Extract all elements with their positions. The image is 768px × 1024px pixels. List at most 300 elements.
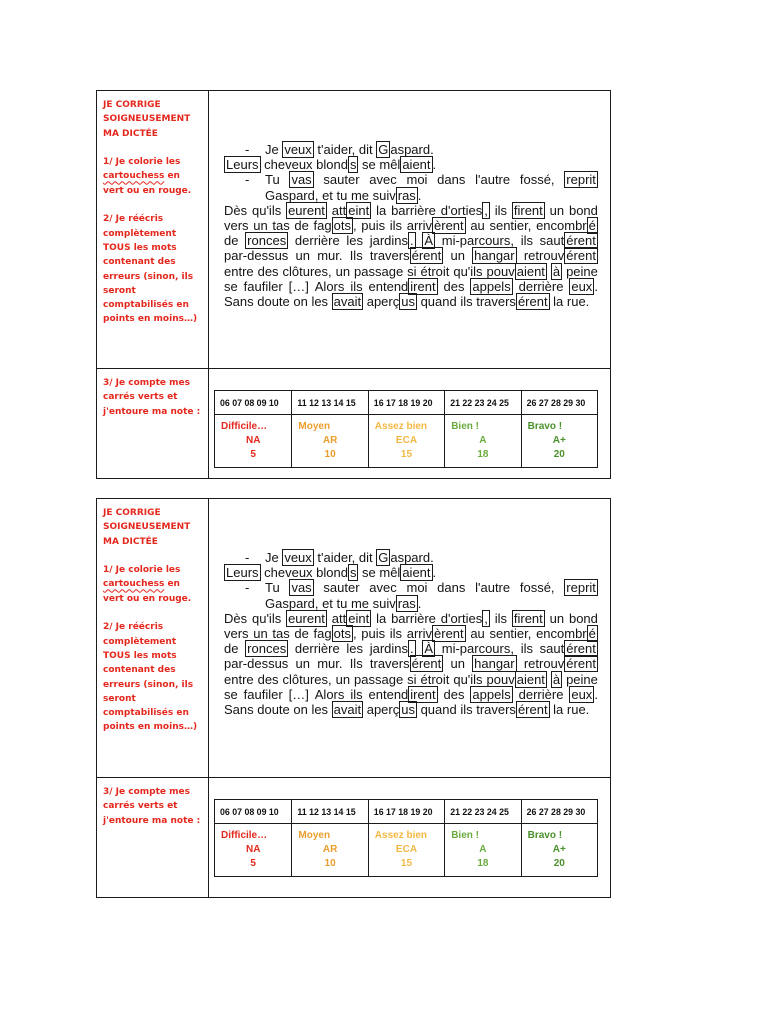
grade-score: 10 xyxy=(324,858,336,869)
grade-cell xyxy=(445,415,520,467)
dictation-word xyxy=(369,279,438,294)
dictation-word xyxy=(564,580,598,595)
dictation-line xyxy=(224,279,598,294)
dictation-word: passage xyxy=(354,671,404,687)
instruction-line: 3/ Je compte mes xyxy=(103,787,190,797)
dictation-line xyxy=(224,626,598,641)
dictation-word xyxy=(540,641,598,656)
count-cell xyxy=(97,778,209,897)
dictation-word: un xyxy=(253,217,268,233)
grade-cell xyxy=(292,415,367,467)
instruction-text: en xyxy=(164,171,180,182)
dictation-line xyxy=(224,218,598,233)
dictation-word: Alors xyxy=(314,686,345,702)
dictation-word: ils xyxy=(520,641,533,657)
dictation-word: […] xyxy=(288,686,309,702)
dictation-cell xyxy=(209,499,610,778)
instruction-line: seront xyxy=(103,285,136,296)
dictation-line xyxy=(224,264,598,279)
dictation-word: ils xyxy=(389,625,403,641)
dictation-word: dans xyxy=(437,172,466,188)
dictation-word: tas xyxy=(272,625,290,641)
grade-column xyxy=(291,391,367,467)
dictation-word: des xyxy=(443,686,465,702)
dictation-word xyxy=(376,550,434,565)
dictation-word: puis xyxy=(361,217,386,233)
error-box: aient xyxy=(402,157,431,173)
dictation-word xyxy=(470,279,512,294)
grade-cell xyxy=(445,824,520,876)
dictation-word: dit xyxy=(358,550,373,565)
dictation-word: au xyxy=(470,217,485,233)
error-box: À xyxy=(424,641,434,657)
dictation-word: dans xyxy=(437,580,466,596)
dictation-words xyxy=(224,702,589,717)
word-fragment: mêl xyxy=(379,157,401,173)
dictation-word: sauter xyxy=(323,580,360,596)
word-fragment: retrouv xyxy=(523,656,565,672)
score-range: 11 12 13 14 15 xyxy=(292,800,367,824)
grade-column xyxy=(521,391,597,467)
dictation-line xyxy=(224,641,598,656)
dictation-words xyxy=(224,626,598,641)
dictation-word: se xyxy=(362,565,376,581)
dictation-word: qu'ils xyxy=(453,671,483,687)
error-box: avait xyxy=(333,293,362,309)
grade-code: AR xyxy=(322,435,338,446)
dictation-word: faufiler xyxy=(243,278,283,294)
grade-cell xyxy=(292,824,367,876)
dictation-word xyxy=(487,672,547,687)
dictation-word: si xyxy=(407,263,417,279)
dictation-word: la xyxy=(376,202,387,218)
corrected-dictation-text xyxy=(224,142,598,309)
dictation-word xyxy=(282,142,313,157)
score-range: 26 27 28 29 30 xyxy=(522,800,597,824)
dictation-word xyxy=(487,264,547,279)
dictation-word: qu'ils xyxy=(453,263,483,279)
error-box: . xyxy=(410,233,414,249)
dictation-word: de xyxy=(224,641,239,657)
error-box: Leurs xyxy=(226,565,259,581)
dictation-word xyxy=(551,672,562,687)
dictation-word: ils xyxy=(520,233,533,249)
word-fragment: att xyxy=(331,202,347,218)
count-cell xyxy=(97,369,209,478)
error-box: eux xyxy=(571,686,593,702)
word-fragment: encombr xyxy=(536,217,587,233)
word-fragment: . xyxy=(417,595,422,611)
dictation-word: avec xyxy=(369,172,397,188)
dictation-word xyxy=(332,702,363,717)
dictation-words xyxy=(224,218,598,233)
step-2-instruction xyxy=(103,620,205,734)
dictation-word: un xyxy=(450,248,465,264)
dictation-line xyxy=(224,188,598,203)
dictation-word: fossé, xyxy=(519,172,555,188)
dictation-word: des xyxy=(443,278,465,294)
instruction-line: erreurs (sinon, ils xyxy=(103,271,194,282)
dictation-word: […] xyxy=(288,278,309,294)
word-fragment: jardins xyxy=(369,641,409,657)
grade-table xyxy=(214,799,598,877)
step-1-instruction xyxy=(103,563,205,606)
dictation-word: entre xyxy=(224,263,254,279)
dictation-word xyxy=(245,641,288,656)
instruction-line: contenant des xyxy=(103,257,176,268)
dictation-line xyxy=(224,157,598,172)
dictation-word: avec xyxy=(369,580,397,596)
dictation-word xyxy=(332,294,363,309)
word-fragment: arriv xyxy=(406,625,433,641)
dictation-word xyxy=(441,611,490,626)
grade-score: 20 xyxy=(553,449,565,460)
dictation-word: les xyxy=(346,641,364,657)
word-fragment: saut xyxy=(539,641,565,657)
dictation-word: t'aider, xyxy=(317,550,356,565)
misspelled-word: cartouchess xyxy=(103,579,165,590)
grade-score: 10 xyxy=(324,449,336,460)
dictation-line xyxy=(224,687,598,702)
instruction-line: MA DICTÉE xyxy=(103,536,158,547)
dictation-word: les xyxy=(311,701,329,717)
error-box: G xyxy=(378,142,389,157)
dictation-word: qu'ils xyxy=(251,610,282,626)
score-range: 11 12 13 14 15 xyxy=(292,391,367,415)
word-fragment: travers xyxy=(369,248,410,264)
instructions-cell xyxy=(97,499,209,778)
word-fragment: suiv xyxy=(372,187,396,203)
dictation-word xyxy=(524,656,598,671)
dictation-word xyxy=(367,702,417,717)
instruction-line: SOIGNEUSEMENT xyxy=(103,522,191,533)
instruction-line: seront xyxy=(103,693,136,704)
dictation-words xyxy=(224,233,598,248)
grade-cell xyxy=(215,824,291,876)
error-box: firent xyxy=(513,202,543,218)
error-box: ots xyxy=(333,217,351,233)
word-fragment: blond xyxy=(316,565,348,581)
grade-cell xyxy=(369,824,444,876)
error-box: eint xyxy=(348,610,370,626)
instruction-line: MA DICTÉE xyxy=(103,128,158,139)
grade-score: 5 xyxy=(250,449,256,460)
instruction-line: erreurs (sinon, ils xyxy=(103,679,194,690)
dictation-word: peine xyxy=(566,263,598,279)
dictation-word xyxy=(540,233,598,248)
instruction-line: 3/ Je compte mes xyxy=(103,378,190,388)
dictation-word: Tu xyxy=(265,580,280,596)
error-box: érent xyxy=(566,233,596,249)
grade-code: A+ xyxy=(552,844,566,855)
instruction-line: JE CORRIGE xyxy=(103,100,161,110)
step-3-instruction xyxy=(103,376,205,419)
word-fragment: travers xyxy=(476,701,516,717)
dictation-word: tu xyxy=(336,187,348,203)
dictation-words xyxy=(224,279,598,294)
dictation-word: me xyxy=(350,187,370,203)
dictation-cell xyxy=(209,91,610,369)
step-2-instruction xyxy=(103,212,205,326)
dictation-line xyxy=(224,550,598,565)
error-box: eurent xyxy=(288,610,325,626)
instruction-line: comptabilisés en xyxy=(103,300,189,311)
dictation-line xyxy=(224,656,598,671)
dictation-word: me xyxy=(350,595,370,611)
dictation-word xyxy=(314,626,357,641)
word-fragment: blond xyxy=(316,157,348,173)
error-box: hangar xyxy=(474,656,515,672)
error-box: firent xyxy=(513,610,543,626)
error-box: appels xyxy=(472,686,511,702)
dictation-word xyxy=(422,641,435,656)
instruction-text: en xyxy=(164,579,180,590)
grade-score: 15 xyxy=(400,449,413,460)
dictation-word: ils xyxy=(350,278,363,294)
dictation-word: on xyxy=(293,701,308,717)
dictation-words xyxy=(224,565,436,580)
dictation-word: un xyxy=(549,610,565,626)
dictation-word: ils xyxy=(350,686,363,702)
dictation-word: tu xyxy=(336,595,348,611)
dictation-word: moi xyxy=(406,172,428,188)
dictation-word: Sans xyxy=(224,701,254,717)
dictation-word: sentier, xyxy=(489,625,532,641)
dictation-word: si xyxy=(407,671,417,687)
dictation-word xyxy=(370,656,443,671)
grade-label: Bien ! xyxy=(451,830,479,841)
word-fragment: suiv xyxy=(372,595,396,611)
dictation-word: derrière xyxy=(518,686,564,702)
error-box: aient xyxy=(516,671,545,687)
dictation-words xyxy=(224,687,598,702)
score-range: 21 22 23 24 25 xyxy=(445,800,520,824)
instruction-line: complètement xyxy=(103,228,177,239)
grade-code: ECA xyxy=(395,435,418,446)
dictation-word: Sans xyxy=(224,293,254,309)
dictation-word: et xyxy=(322,187,333,203)
dictation-word: par-dessus xyxy=(224,248,289,264)
grade-column xyxy=(215,800,291,876)
dictation-word: peine xyxy=(566,671,598,687)
error-box: irent xyxy=(410,278,436,294)
error-box: veux xyxy=(284,142,312,157)
dictation-line xyxy=(224,596,598,611)
dictation-correction-sheet xyxy=(96,90,611,479)
dictation-word: se xyxy=(224,686,238,702)
dictation-word: un xyxy=(295,656,310,672)
grade-score: 20 xyxy=(553,858,565,869)
dictation-word: puis xyxy=(361,625,386,641)
instruction-line: 2/ Je réécris xyxy=(103,622,164,633)
dictation-word: moi xyxy=(406,580,428,596)
dictation-word: bond xyxy=(568,202,598,218)
dictation-words xyxy=(224,264,598,279)
dictation-line xyxy=(224,580,598,595)
dictation-word xyxy=(441,203,490,218)
dictation-word: Tu xyxy=(265,172,280,188)
dictation-word: les xyxy=(311,293,329,309)
dictation-word: tas xyxy=(272,217,290,233)
error-box: érent xyxy=(566,641,596,657)
word-fragment: jardins xyxy=(369,233,409,249)
grade-label: Difficile… xyxy=(221,830,268,841)
step-3-instruction xyxy=(103,785,205,828)
dictation-word xyxy=(512,611,545,626)
dictation-word: vers xyxy=(224,625,249,641)
grade-label: Bravo ! xyxy=(527,830,563,841)
dictation-word xyxy=(332,203,371,218)
dictation-line xyxy=(224,565,598,580)
instruction-line: SOIGNEUSEMENT xyxy=(103,114,191,125)
grade-cell xyxy=(215,415,291,467)
error-box: , xyxy=(484,610,488,626)
grade-code: A xyxy=(479,844,487,855)
dictation-word: derrière xyxy=(294,641,340,657)
dictation-word xyxy=(370,641,416,656)
error-box: hangar xyxy=(474,248,515,264)
dictation-words xyxy=(265,172,598,187)
dictation-word: la xyxy=(553,701,564,717)
dictation-word xyxy=(376,142,434,157)
dictation-words xyxy=(265,142,434,157)
error-box: eurent xyxy=(288,202,325,218)
dictation-word xyxy=(569,279,598,294)
dictation-word xyxy=(472,248,516,263)
dictation-word: et xyxy=(322,595,333,611)
error-box: appels xyxy=(472,278,511,294)
instruction-line xyxy=(103,577,205,591)
dictation-word xyxy=(245,233,288,248)
dictation-word xyxy=(422,233,435,248)
grade-code: ECA xyxy=(395,844,418,855)
word-fragment: . xyxy=(594,686,598,702)
error-box: reprit xyxy=(566,580,596,596)
dictation-word: mi-parcours, xyxy=(441,233,514,249)
dialogue-dash: - xyxy=(245,580,250,596)
score-range: 26 27 28 29 30 xyxy=(522,391,597,415)
dictation-words xyxy=(224,294,589,309)
dictation-word: doute xyxy=(257,701,290,717)
dictation-words xyxy=(224,203,598,218)
error-box: vas xyxy=(291,580,312,596)
dictation-line xyxy=(224,203,598,218)
instruction-line: comptabilisés en xyxy=(103,708,189,719)
dictation-word: des xyxy=(257,671,279,687)
dictation-word xyxy=(524,248,598,263)
error-box: ronces xyxy=(247,233,287,249)
dictation-word xyxy=(316,565,358,580)
sheet-title xyxy=(103,506,205,549)
error-box: irent xyxy=(410,686,436,702)
error-box: èrent xyxy=(434,217,464,233)
grade-column xyxy=(444,800,520,876)
word-fragment: aperç xyxy=(366,701,400,717)
dictation-word xyxy=(472,656,516,671)
dictation-word xyxy=(282,550,313,565)
grade-label: Bravo ! xyxy=(527,421,563,432)
dictation-word xyxy=(373,188,422,203)
error-box: À xyxy=(424,233,434,249)
word-fragment: aspard. xyxy=(390,550,434,565)
instruction-line: carrés verts et xyxy=(103,801,178,812)
error-box: . xyxy=(410,641,414,657)
instruction-line: TOUS les mots xyxy=(103,650,177,661)
dictation-word: un xyxy=(549,202,565,218)
dictation-word: quand xyxy=(420,293,457,309)
error-box: à xyxy=(552,263,561,279)
grade-code: A xyxy=(479,435,487,446)
corrected-dictation-text xyxy=(224,550,598,717)
dictation-word: rue. xyxy=(566,293,590,309)
grade-score: 15 xyxy=(400,858,413,869)
word-fragment: travers xyxy=(369,656,410,672)
dictation-word xyxy=(476,702,549,717)
dictation-word: faufiler xyxy=(243,686,283,702)
dictation-word: un xyxy=(335,263,351,279)
instruction-line: 1/ Je colorie les xyxy=(103,565,181,576)
dictation-word: Ils xyxy=(349,656,363,672)
dictation-word: de xyxy=(224,233,239,249)
dictation-word: se xyxy=(224,278,238,294)
dictation-line xyxy=(224,233,598,248)
error-box: ras xyxy=(397,595,416,611)
dictation-word: derrière xyxy=(294,233,340,249)
instruction-line: j'entoure ma note : xyxy=(103,406,201,417)
dictation-line xyxy=(224,172,598,187)
error-box: érent xyxy=(517,701,548,717)
instruction-line: points en moins…) xyxy=(103,722,198,733)
dictation-word xyxy=(224,157,261,172)
dictation-correction-sheet xyxy=(96,498,611,898)
error-box: érent xyxy=(517,293,548,309)
dictation-word: cheveux xyxy=(264,157,313,173)
word-fragment: pouv xyxy=(486,263,515,279)
dictation-word: Alors xyxy=(314,278,345,294)
grade-label: Moyen xyxy=(298,421,331,432)
dictation-word: Gaspard, xyxy=(265,595,319,611)
dictation-word: l'autre xyxy=(475,580,511,596)
dictation-word: fossé, xyxy=(519,580,555,596)
dictation-word: quand xyxy=(420,701,457,717)
instruction-line xyxy=(103,169,205,183)
dictation-word xyxy=(286,611,327,626)
word-fragment: arriv xyxy=(406,217,433,233)
grade-score: 5 xyxy=(250,858,256,869)
grade-label: Assez bien xyxy=(374,830,428,841)
dictation-word xyxy=(370,248,443,263)
dictation-word xyxy=(536,626,598,641)
dictation-word xyxy=(379,565,436,580)
dictation-word: de xyxy=(294,625,309,641)
dictation-line xyxy=(224,142,598,157)
dictation-word xyxy=(512,203,545,218)
dictation-word: étroit xyxy=(420,263,450,279)
instruction-line: 2/ Je réécris xyxy=(103,214,164,225)
dictation-word: ils xyxy=(460,293,473,309)
error-box: reprit xyxy=(566,172,596,188)
dictation-word: cheveux xyxy=(264,565,313,581)
grade-label: Bien ! xyxy=(451,421,479,432)
dictation-word: on xyxy=(293,293,308,309)
dictation-word: dit xyxy=(358,142,373,157)
dictation-word xyxy=(379,157,436,172)
dictation-word: clôtures, xyxy=(282,263,332,279)
dictation-word xyxy=(569,687,598,702)
dictation-word: étroit xyxy=(420,671,450,687)
dictation-word: Dès xyxy=(224,202,248,218)
instruction-line: contenant des xyxy=(103,665,176,676)
